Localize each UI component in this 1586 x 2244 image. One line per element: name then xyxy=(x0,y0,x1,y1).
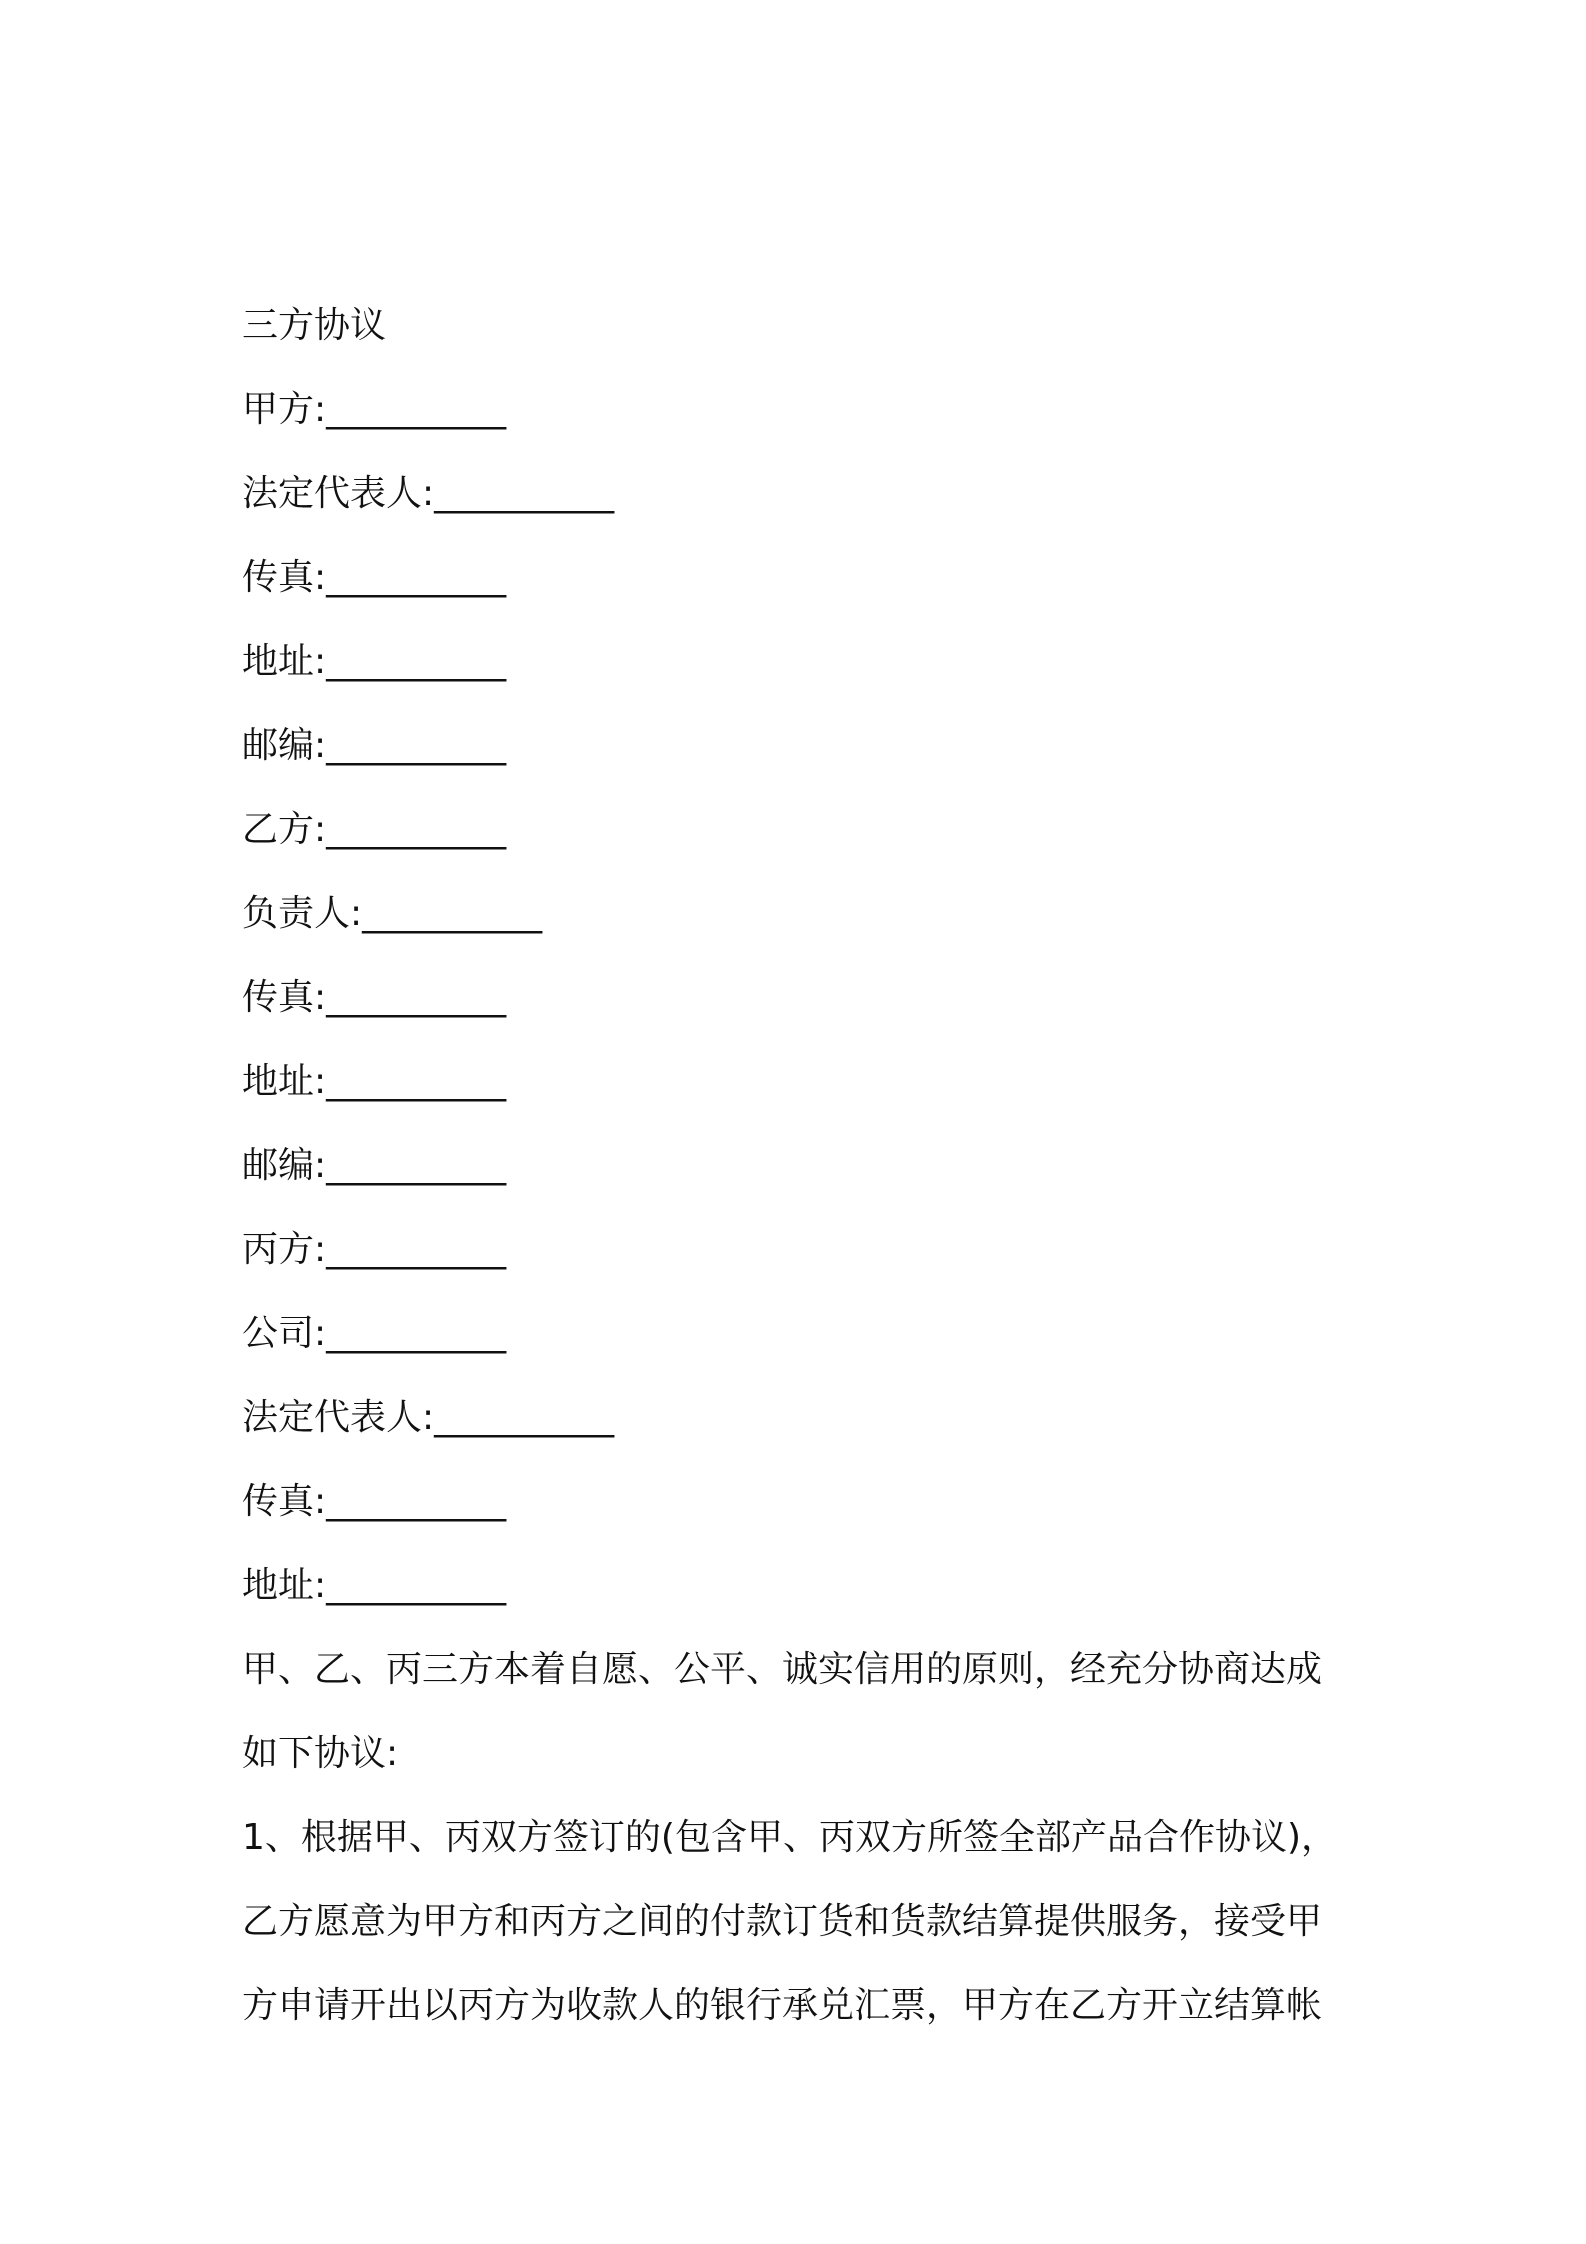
field-party-c-legal-rep: 法定代表人:__________ xyxy=(242,1397,615,1438)
field-party-b-postcode: 邮编:__________ xyxy=(242,1145,507,1186)
field-party-c-address: 地址:__________ xyxy=(242,1565,507,1606)
field-party-a-legal-rep: 法定代表人:__________ xyxy=(242,473,615,514)
intro-line-2: 如下协议: xyxy=(242,1733,399,1774)
field-party-b-manager: 负责人:__________ xyxy=(242,893,543,934)
field-party-c-fax: 传真:__________ xyxy=(242,1481,507,1522)
clause-1-line-3: 方申请开出以丙方为收款人的银行承兑汇票，甲方在乙方开立结算帐 xyxy=(242,1985,1323,2026)
document-title: 三方协议 xyxy=(242,305,387,346)
field-party-a-fax: 传真:__________ xyxy=(242,557,507,598)
field-party-a: 甲方:__________ xyxy=(242,389,507,430)
field-party-c: 丙方:__________ xyxy=(242,1229,507,1270)
clause-1-line-1: 1、根据甲、丙双方签订的(包含甲、丙双方所签全部产品合作协议)， xyxy=(242,1817,1337,1858)
field-party-b-fax: 传真:__________ xyxy=(242,977,507,1018)
document-body xyxy=(242,284,1352,2048)
field-party-a-address: 地址:__________ xyxy=(242,641,507,682)
intro-line-1: 甲、乙、丙三方本着自愿、公平、诚实信用的原则，经充分协商达成 xyxy=(242,1649,1323,1690)
field-party-b: 乙方:__________ xyxy=(242,809,507,850)
field-party-b-address: 地址:__________ xyxy=(242,1061,507,1102)
field-party-a-postcode: 邮编:__________ xyxy=(242,725,507,766)
clause-1-line-2: 乙方愿意为甲方和丙方之间的付款订货和货款结算提供服务，接受甲 xyxy=(242,1901,1323,1942)
field-party-c-company: 公司:__________ xyxy=(242,1313,507,1354)
